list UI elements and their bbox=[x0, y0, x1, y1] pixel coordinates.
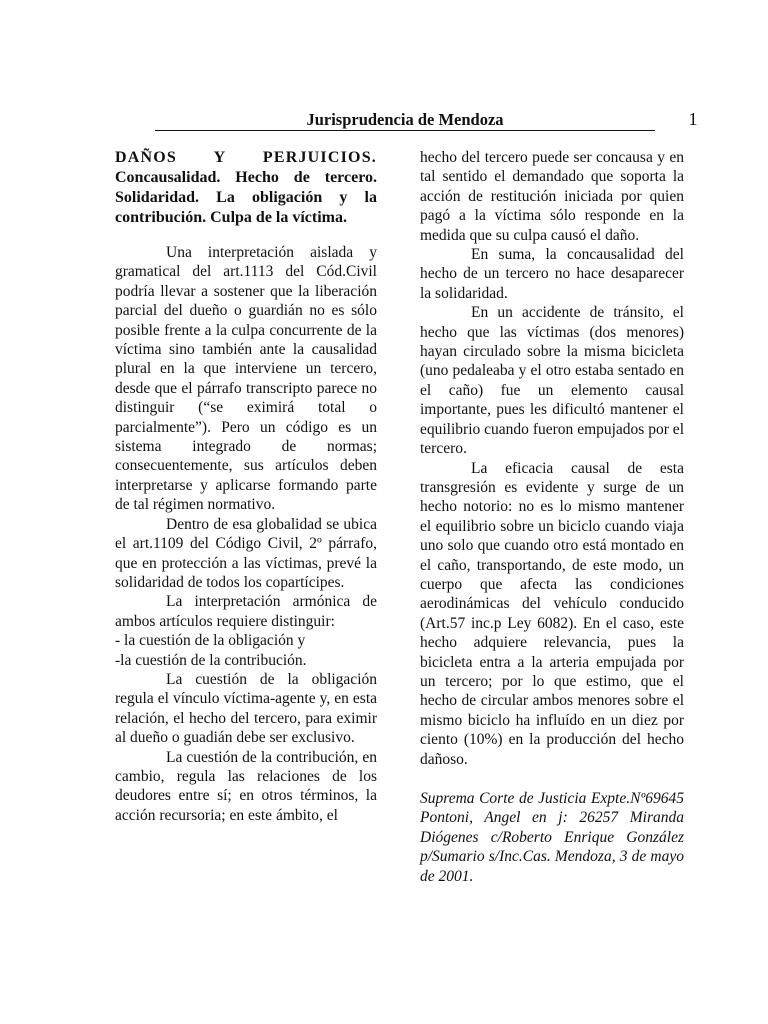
paragraph: Una interpretación aislada y gramatical del art.1113 del Cód.Civil podría llevar a sostener que la liberación parcial del dueño o guardián no es sólo posible frente a la culpa concurrente de la víctima sino también ante la causalidad plural en la que interviene un tercero, desde que el párrafo transcripto parece no distinguir (“se eximirá total o parcialmente”). Pero un código es un sistema integrado de normas; consecuentemente, sus artículos deben interpretarse y aplicarse formando parte de tal régimen normativo. bbox=[115, 244, 377, 514]
court-citation: Suprema Corte de Justicia Expte.Nº69645 Pontoni, Angel en j: 26257 Miranda Diógenes c/Roberto Enrique González p/Sumario s/Inc.Cas. Mendoza, 3 de mayo de 2001. bbox=[420, 790, 684, 885]
paragraph: hecho del tercero puede ser concausa y en tal sentido el demandado que soporta la acción de restitución iniciada por quien pagó a la víctima sólo responde en la medida que su culpa causó el daño. bbox=[420, 149, 684, 244]
header-rule bbox=[155, 130, 655, 131]
heading-keywords: DAÑOS Y PERJUICIOS. bbox=[115, 149, 377, 166]
page-number: 1 bbox=[688, 109, 698, 129]
left-column bbox=[115, 148, 377, 825]
case-heading bbox=[115, 148, 377, 228]
paragraph: En un accidente de tránsito, el hecho que las víctimas (dos menores) hayan circulado sobre la misma bicicleta (uno pedaleaba y el otro estaba sentado en el caño) fue un elemento causal importante, pues les dificultó mantener el equilibrio cuando fueron empujados por el tercero. bbox=[420, 304, 684, 458]
journal-title: Jurisprudencia de Mendoza bbox=[306, 110, 504, 129]
paragraph: Dentro de esa globalidad se ubica el art.1109 del Código Civil, 2º párrafo, que en protección a las víctimas, prevé la solidaridad de todos los copartícipes. bbox=[115, 515, 377, 591]
heading-subtitle: Concausalidad. Hecho de tercero. Solidaridad. La obligación y la contribución. Culpa de la víctima. bbox=[115, 169, 377, 226]
paragraph: La cuestión de la contribución, en cambio, regula las relaciones de los deudores entre sí; en otros términos, la acción recursoria; en este ámbito, el bbox=[115, 748, 377, 824]
paragraph: La eficacia causal de esta transgresión es evidente y surge de un hecho notorio: no es lo mismo mantener el equilibrio sobre un biciclo cuando viaja uno solo que cuando otro está montado en el caño, transportando, de este modo, un cuerpo que afecta las condiciones aerodinámicas del vehículo conducido (Art.57 inc.p Ley 6082). En el caso, este hecho adquiere relevancia, pues la bicicleta entra a la arteria empujada por un tercero; por lo que estimo, que el hecho de circular ambos menores sobre el mismo biciclo ha influído en un diez por ciento (10%) en la producción del hecho dañoso. bbox=[420, 459, 684, 768]
list-item: -la cuestión de la contribución. bbox=[115, 651, 307, 669]
paragraph: En suma, la concausalidad del hecho de un tercero no hace desaparecer la solidaridad. bbox=[420, 246, 684, 302]
paragraph: La interpretación armónica de ambos artículos requiere distinguir: bbox=[115, 593, 377, 630]
paragraph: La cuestión de la obligación regula el vínculo víctima-agente y, en esta relación, el hecho del tercero, para eximir al dueño o guadián debe ser exclusivo. bbox=[115, 670, 377, 747]
right-column bbox=[420, 148, 684, 886]
list-item: - la cuestión de la obligación y bbox=[115, 632, 306, 650]
